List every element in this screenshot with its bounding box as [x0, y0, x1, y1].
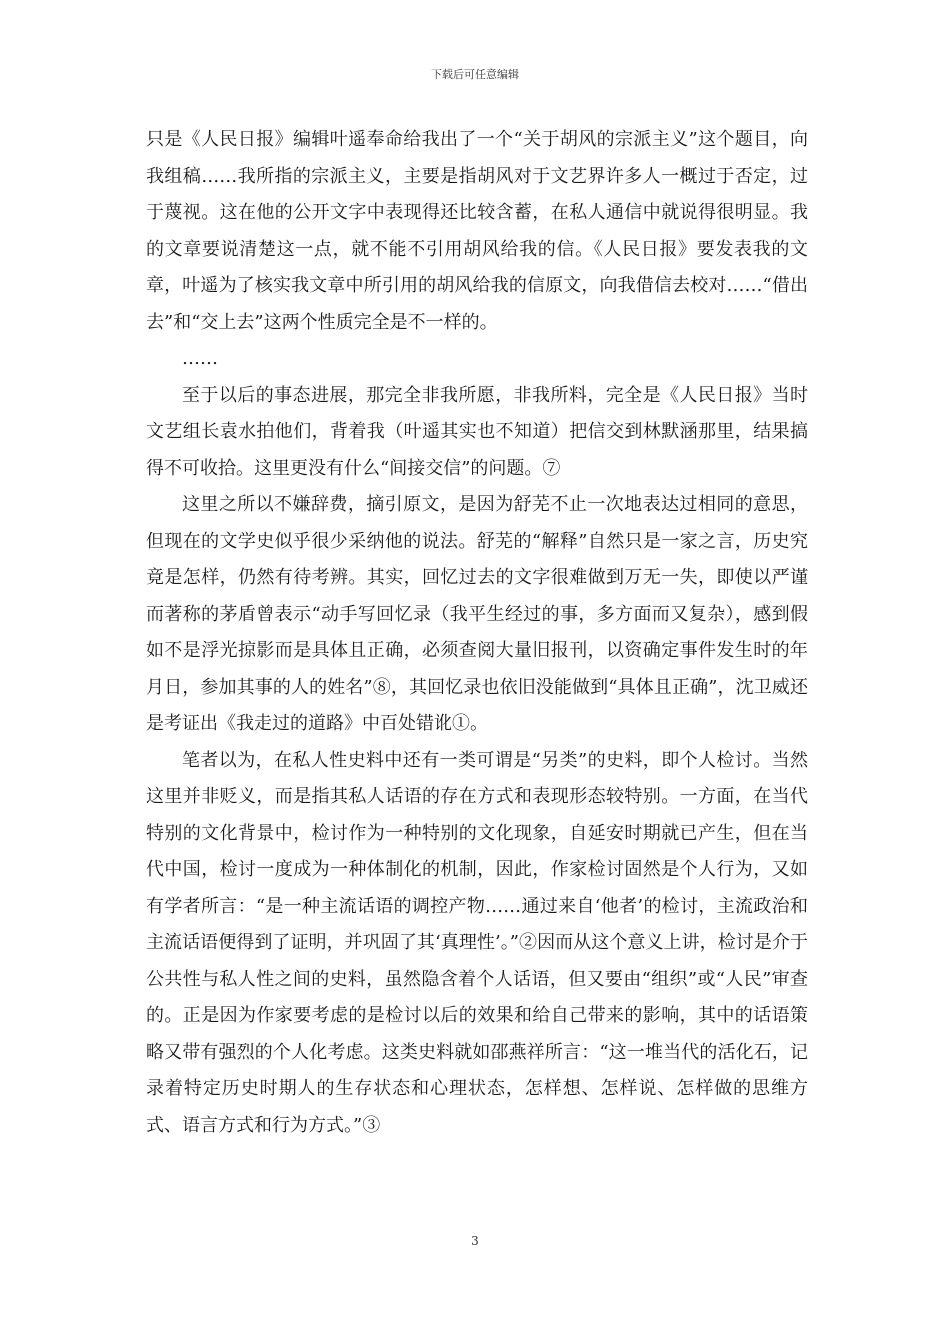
paragraph-quote-continuation: 只是《人民日报》编辑叶遥奉命给我出了一个“关于胡风的宗派主义”这个题目，向我组稿……我所指的宗派主义，主要是指胡风对于文艺界许多人一概过于否定，过于蔑视。这在他的公开文字中表现得还比较含蓄，在私人通信中就说得很明显。我的文章要说清楚这一点，就不能不引用胡风给我的信。《人民日报》要发表我的文章，叶遥为了核实我文章中所引用的胡风给我的信原文，向我借信去校对……“借出去”和“交上去”这两个性质完全是不一样的。	[146, 129, 808, 333]
paragraph-ellipsis: ……	[182, 348, 218, 369]
paragraph-memoir-analysis: 这里之所以不嫌辞费，摘引原文，是因为舒芜不止一次地表达过相同的意思，但现在的文学史似乎很少采纳他的说法。舒芜的“解释”自然只是一家之言，历史究竟是怎样，仍然有待考辨。其实，回忆过去的文字很难做到万无一失，即使以严谨而著称的茅盾曾表示“动手写回忆录（我平生经过的事，多方面而又复杂），感到假如不是浮光掠影而是具体且正确，必须查阅大量旧报刊，以资确定事件发生时的年月日，参加其事的人的姓名”⑧，其回忆录也依旧没能做到“具体且正确”，沈卫威还是考证出《我走过的道路》中百处错讹①。	[146, 494, 808, 734]
page-header: 下载后可任意编辑	[431, 68, 519, 81]
document-body	[146, 122, 808, 1144]
paragraph-self-criticism: 笔者以为，在私人性史料中还有一类可谓是“另类”的史料，即个人检讨。当然这里并非贬义，而是指其私人话语的存在方式和表现形态较特别。一方面，在当代特别的文化背景中，检讨作为一种特别的文化现象，自延安时期就已产生，但在当代中国，检讨一度成为一种体制化的机制，因此，作家检讨固然是个人行为，又如有学者所言：“是一种主流话语的调控产物……通过来自‘他者’的检讨，主流政治和主流话语便得到了证明，并巩固了其‘真理性’。”②因而从这个意义上讲，检讨是介于公共性与私人性之间的史料，虽然隐含着个人话语，但又要由“组织”或“人民”审查的。正是因为作家要考虑的是检讨以后的效果和给自己带来的影响，其中的话语策略又带有强烈的个人化考虑。这类史料就如邵燕祥所言：“这一堆当代的活化石，记录着特定历史时期人的生存状态和心理状态，怎样想、怎样说、怎样做的思维方式、语言方式和行为方式。”③	[146, 749, 808, 1136]
paragraph-quote-end: 至于以后的事态进展，那完全非我所愿，非我所料，完全是《人民日报》当时文艺组长袁水拍他们，背着我（叶遥其实也不知道）把信交到林默涵那里，结果搞得不可收拾。这里更没有什么“间接交信”的问题。⑦	[146, 384, 808, 479]
page-number: 3	[471, 1234, 479, 1248]
